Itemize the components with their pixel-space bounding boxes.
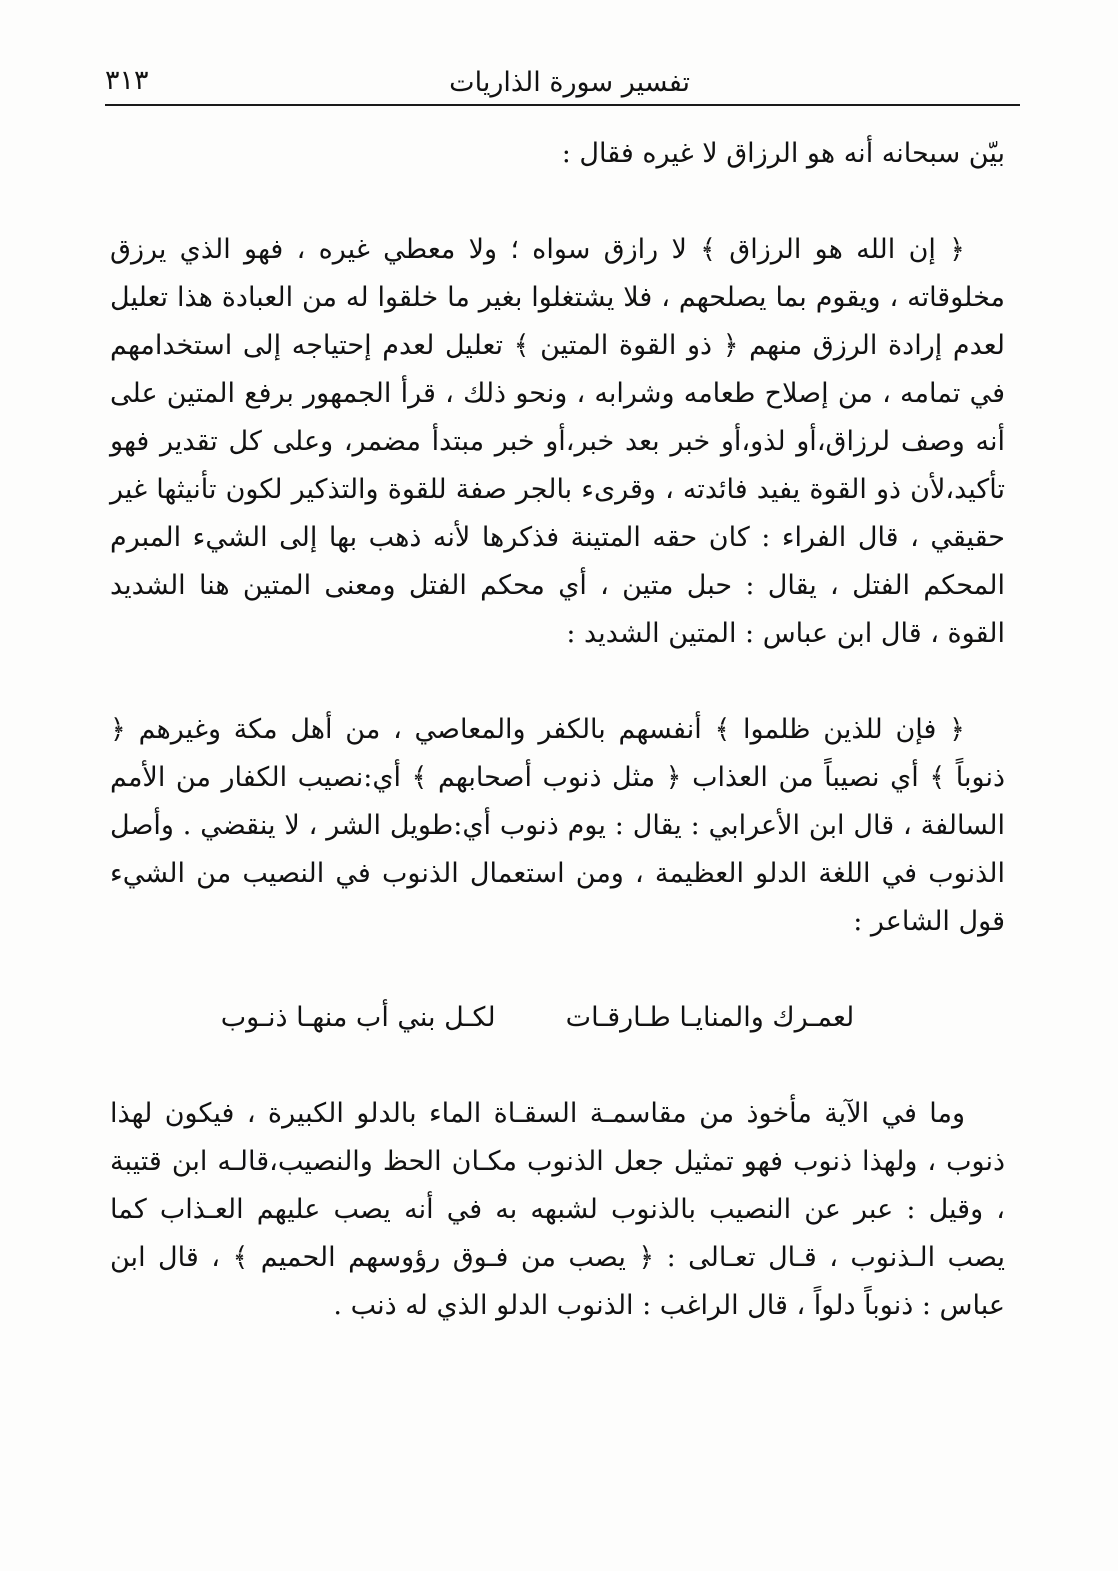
poetry-verse	[110, 994, 1005, 1042]
paragraph-1: ﴿ إن الله هو الرزاق ﴾ لا رازق سواه ؛ ولا معطي غيره ، فهو الذي يرزق مخلوقاته ، ويقوم بما يصلحهم ، فلا يشتغلوا بغير ما خلقوا له من العبادة هذا تعليل لعدم إرادة الرزق منهم ﴿ ذو القوة المتين ﴾ تعليل لعدم إحتياجه إلى استخدامهم في تمامه ، من إصلاح طعامه وشرابه ، ونحو ذلك ، قرأ الجمهور برفع المتين على أنه وصف لرزاق،أو لذو،أو خبر بعد خبر،أو خبر مبتدأ مضمر، وعلى كل تقدير فهو تأكيد،لأن ذو القوة يفيد فائدته ، وقرىء بالجر صفة للقوة والتذكير لكون تأنيثها غير حقيقي ، قال الفراء : كان حقه المتينة فذكرها لأنه ذهب بها إلى الشيء المبرم المحكم الفتل ، يقال : حبل متين ، أي محكم الفتل ومعنى المتين هنا الشديد القوة ، قال ابن عباس : المتين الشديد :	[110, 234, 1005, 649]
running-title: تفسير سورة الذاريات	[449, 67, 690, 98]
verse-first-hemistich: لعمـرك والمنايـا طـارقـات	[565, 1002, 855, 1033]
paragraph-2: ﴿ فإن للذين ظلموا ﴾ أنفسهم بالكفر والمعاصي ، من أهل مكة وغيرهم ﴿ ذنوباً ﴾ أي نصيباً من العذاب ﴿ مثل ذنوب أصحابهم ﴾ أي:نصيب الكفار من الأمم السالفة ، قال ابن الأعرابي : يقال : يوم ذنوب أي:طويل الشر ، لا ينقضي . وأصل الذنوب في اللغة الدلو العظيمة ، ومن استعمال الذنوب في النصيب من الشيء قول الشاعر :	[110, 714, 1005, 937]
paragraph-3: وما في الآية مأخوذ من مقاسمـة السقـاة الماء بالدلو الكبيرة ، فيكون لهذا ذنوب ، ولهذا ذنوب فهو تمثيل جعل الذنوب مكـان الحظ والنصيب،قالـه ابن قتيبة ، وقيل : عبر عن النصيب بالذنوب لشبهه به في أنه يصب عليهم العـذاب كما يصب الـذنوب ، قـال تعـالى : ﴿ يصب من فـوق رؤوسهم الحميم ﴾ ، قال ابن عباس : ذنوباً دلواً ، قال الراغب : الذنوب الدلو الذي له ذنب .	[110, 1098, 1005, 1321]
header-rule	[105, 104, 1020, 106]
page-body	[110, 130, 1005, 1330]
page-number: ٣١٣	[105, 65, 149, 96]
intro-line: بيّن سبحانه أنه هو الرزاق لا غيره فقال :	[561, 138, 1005, 169]
page-header	[105, 58, 1020, 106]
verse-second-hemistich: لكـل بني أب منهـا ذنـوب	[220, 1002, 496, 1033]
